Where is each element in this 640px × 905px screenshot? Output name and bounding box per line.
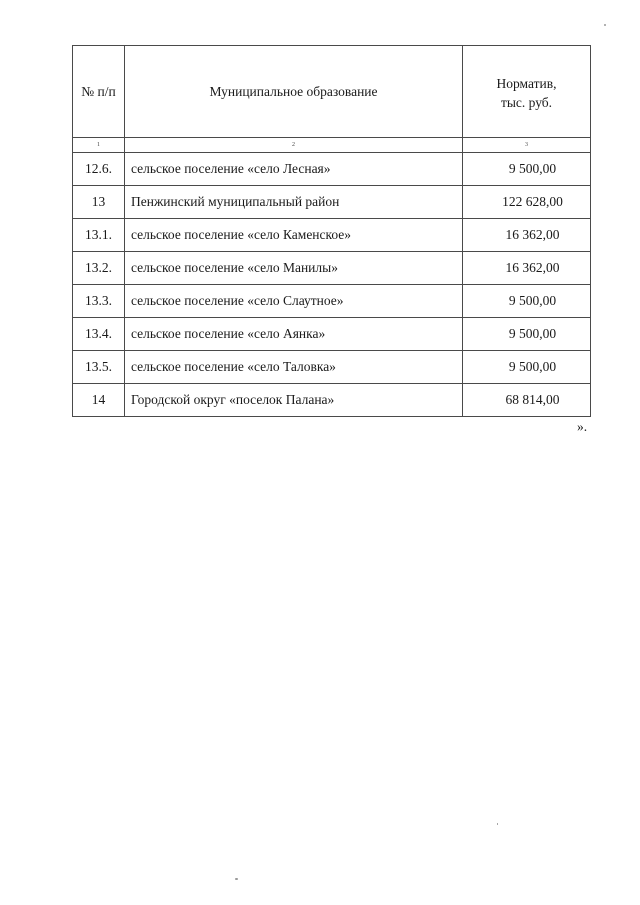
header-municipality: Муниципальное образование [125, 46, 463, 138]
closing-quote: ». [577, 419, 588, 434]
row-number: 13 [73, 186, 125, 219]
row-number: 13.4. [73, 318, 125, 351]
row-normative: 9 500,00 [463, 153, 591, 186]
table-row [73, 252, 591, 285]
row-municipality: сельское поселение «село Аянка» [125, 318, 463, 351]
header-normative [463, 46, 591, 138]
scan-speck [497, 823, 498, 825]
table-row [73, 285, 591, 318]
table-row [73, 318, 591, 351]
row-normative: 9 500,00 [463, 285, 591, 318]
row-normative: 9 500,00 [463, 318, 591, 351]
table-row [73, 153, 591, 186]
row-normative: 122 628,00 [463, 186, 591, 219]
table-header-row [73, 46, 591, 138]
row-municipality: Городской округ «поселок Палана» [125, 384, 463, 417]
header-number: № п/п [73, 46, 125, 138]
row-municipality: сельское поселение «село Лесная» [125, 153, 463, 186]
row-municipality: сельское поселение «село Каменское» [125, 219, 463, 252]
row-municipality: сельское поселение «село Таловка» [125, 351, 463, 384]
row-number: 14 [73, 384, 125, 417]
row-number: 13.1. [73, 219, 125, 252]
row-number: 12.6. [73, 153, 125, 186]
table-row [73, 351, 591, 384]
row-municipality: Пенжинский муниципальный район [125, 186, 463, 219]
column-index: 2 [125, 138, 463, 153]
row-municipality: сельское поселение «село Манилы» [125, 252, 463, 285]
row-number: 13.2. [73, 252, 125, 285]
row-normative: 68 814,00 [463, 384, 591, 417]
scan-speck [235, 878, 238, 880]
table-row [73, 186, 591, 219]
row-number: 13.3. [73, 285, 125, 318]
scan-speck [604, 24, 606, 26]
header-normative-line1: Норматив, [496, 75, 557, 91]
row-number: 13.5. [73, 351, 125, 384]
header-normative-line2: тыс. руб. [500, 94, 553, 110]
table-row [73, 219, 591, 252]
normative-table [72, 45, 591, 417]
row-normative: 16 362,00 [463, 252, 591, 285]
row-normative: 9 500,00 [463, 351, 591, 384]
table-row [73, 384, 591, 417]
column-index: 1 [73, 138, 125, 153]
row-normative: 16 362,00 [463, 219, 591, 252]
row-municipality: сельское поселение «село Слаутное» [125, 285, 463, 318]
column-index-row [73, 138, 591, 153]
column-index: 3 [463, 138, 591, 153]
